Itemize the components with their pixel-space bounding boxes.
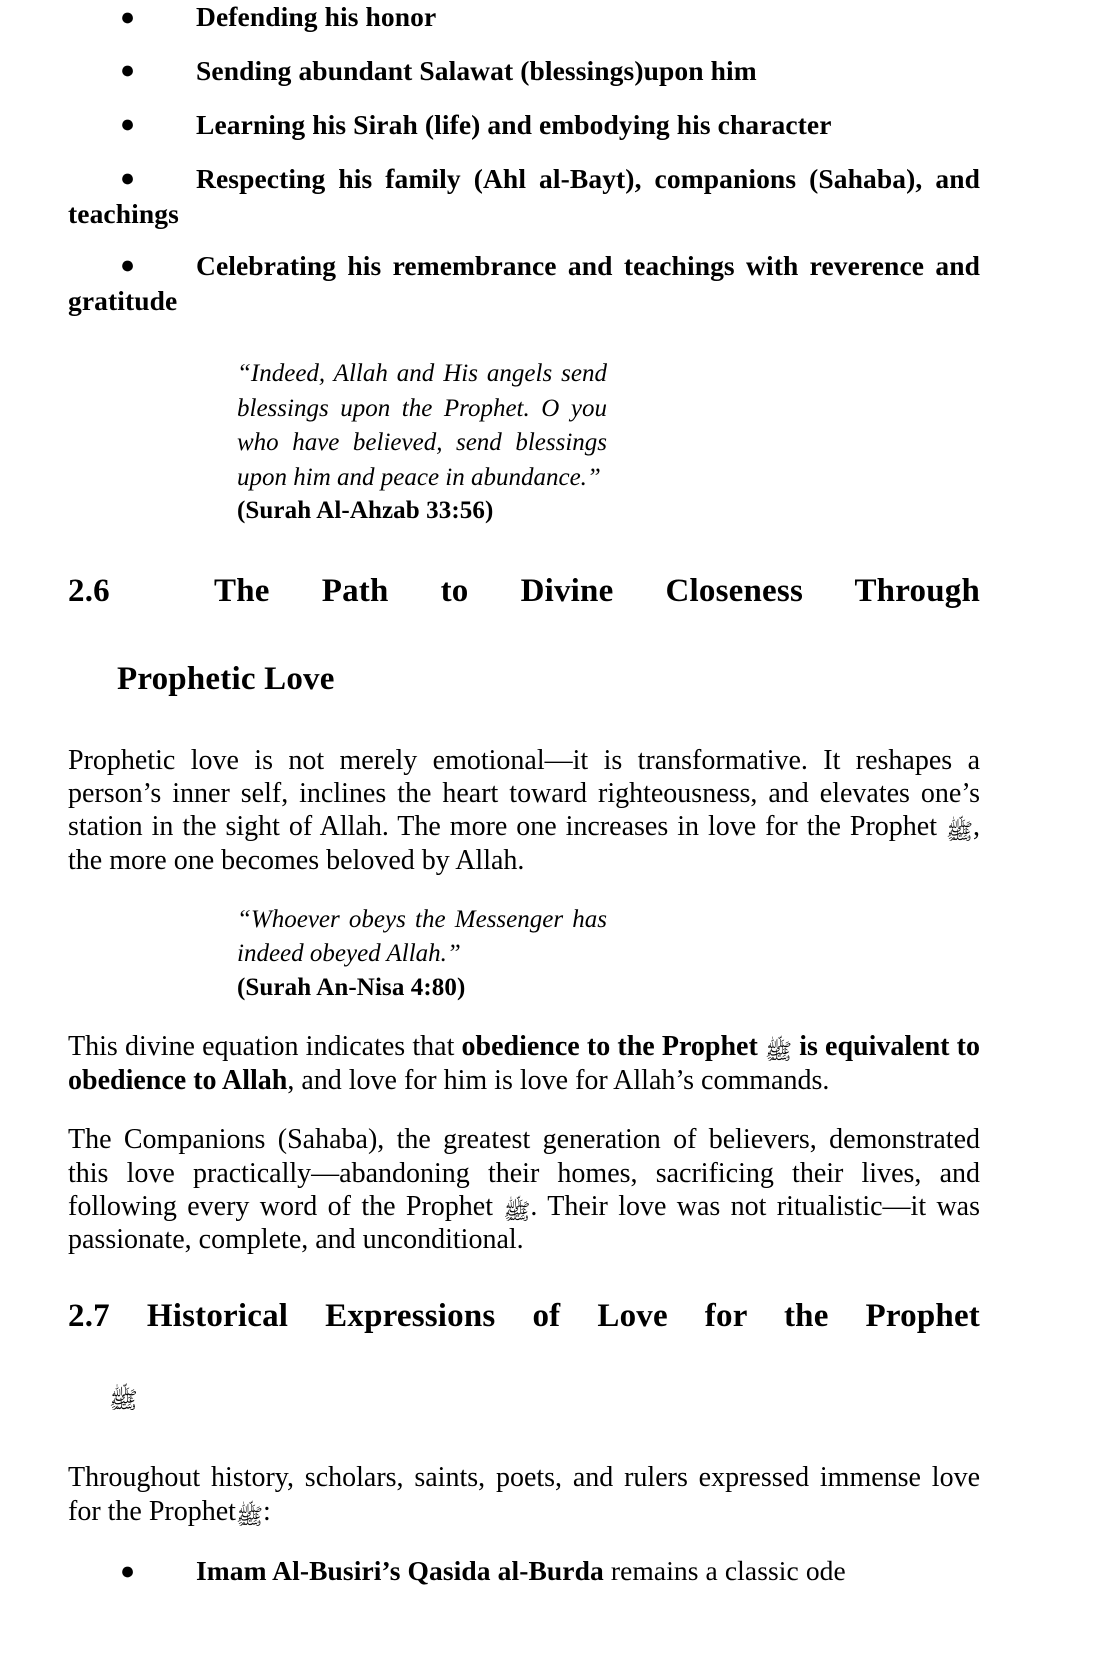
- paragraph-text: Prophetic love is not merely emotional—it is transformative. It reshapes a person’s inner self, inclines the heart toward righteousness, and elevates one’s station in the sight of Allah. The more one increases in love for the Prophet: [68, 744, 980, 843]
- quote-line: believed, send blessings upon him and peace: [237, 429, 607, 491]
- paragraph-prophetic-love: [68, 744, 980, 877]
- list-item: [68, 1554, 980, 1589]
- list-item: [68, 54, 980, 89]
- quote-citation: (Surah Al-Ahzab 33:56): [237, 497, 494, 525]
- paragraph-text: The Companions (Sahaba), the greatest generation of believers, demonstrated this love practically—abandoning their homes, sacrificing their lives, and following every word of the Prophet: [68, 1124, 980, 1222]
- heading-line-1: [68, 1295, 980, 1383]
- quote-block-ahzab: [68, 357, 607, 528]
- quote-line: “Indeed, Allah and His angels send: [237, 360, 607, 388]
- paragraph-text: :: [263, 1495, 271, 1527]
- bullet-icon: ●: [120, 165, 136, 193]
- bullet-icon: ●: [120, 1557, 136, 1585]
- spacer: [68, 528, 980, 570]
- quote-block-annisa: [68, 903, 607, 1005]
- quote-text: [237, 903, 607, 972]
- paragraph-companions: [68, 1123, 980, 1256]
- list-item-rest-text: remains a classic ode: [603, 1555, 846, 1587]
- quote-line: blessings upon the Prophet. O you who have: [237, 394, 607, 457]
- heading-line-2: Prophetic Love: [117, 660, 335, 697]
- list-item: [68, 162, 980, 232]
- bullet-icon: ●: [120, 111, 136, 139]
- paragraph-text: . Their love was not ritualistic—it was passionate, complete, and unconditional.: [68, 1190, 980, 1256]
- list-item-label: [68, 1554, 980, 1589]
- spacer: [68, 1528, 980, 1554]
- list-item-label: Learning his Sirah (life) and embodying his character: [196, 108, 832, 140]
- bullet-icon: ●: [120, 252, 136, 280]
- list-item: [68, 249, 980, 319]
- heading-line-2: [68, 1382, 980, 1415]
- page-title-section-27: [68, 1295, 980, 1416]
- sallallahu-alayhi-wasallam-icon: ﷺ: [503, 1198, 531, 1225]
- paragraph-divine-equation: [68, 1030, 980, 1097]
- page-title-section-26: [68, 570, 980, 702]
- list-item-bold-text: Imam Al-Busiri’s Qasida al-Burda: [196, 1555, 604, 1587]
- spacer: [68, 1004, 980, 1030]
- section-number: 2.6: [68, 572, 110, 609]
- quote-line: “Whoever obeys the Messenger has indeed: [237, 905, 607, 968]
- spacer: [68, 1257, 980, 1295]
- paragraph-bold-text: is equivalent to obedience to Allah: [68, 1031, 981, 1096]
- section-number: 2.7: [68, 1297, 110, 1334]
- bullet-icon: ●: [120, 57, 136, 85]
- heading-text: The Path to Divine Closeness Through: [214, 572, 980, 609]
- list-item: [68, 108, 980, 143]
- spacer: [68, 1097, 980, 1123]
- list-item-label: Celebrating his remembrance and teachings with reverence and gratitude: [68, 249, 980, 316]
- heading-line-1: [68, 570, 980, 658]
- list-item-label: Respecting his family (Ahl al-Bayt), companions (Sahaba), and teachings: [68, 162, 980, 229]
- historical-expressions-bullet-list: [68, 1554, 980, 1589]
- quote-line: in abundance.”: [445, 463, 601, 491]
- quote-citation: (Surah An-Nisa 4:80): [237, 973, 466, 1001]
- spacer: [68, 335, 980, 357]
- list-item-label: Sending abundant Salawat (blessings)upon him: [196, 54, 757, 86]
- acts-of-love-bullet-list: [68, 0, 980, 318]
- sallallahu-alayhi-wasallam-icon: ﷺ: [109, 1386, 138, 1415]
- sallallahu-alayhi-wasallam-icon: ﷺ: [235, 1503, 264, 1530]
- paragraph-throughout-history: [68, 1461, 980, 1528]
- spacer: [68, 1415, 980, 1461]
- paragraph-text: , and love for him is love for Allah’s commands.: [287, 1064, 830, 1096]
- spacer: [68, 702, 980, 744]
- bullet-icon: ●: [120, 3, 136, 31]
- list-item-label: Defending his honor: [196, 1, 437, 32]
- heading-text: Historical Expressions of Love for the Prophet: [146, 1297, 980, 1334]
- paragraph-text: Throughout history, scholars, saints, poets, and rulers expressed immense love for the Prophet: [68, 1462, 980, 1527]
- list-item: [68, 0, 980, 35]
- paragraph-bold-text: obedience to the Prophet: [461, 1031, 765, 1063]
- sallallahu-alayhi-wasallam-icon: ﷺ: [764, 1039, 793, 1066]
- paragraph-text: , the more one becomes beloved by Allah.: [68, 811, 980, 876]
- quote-line: obeyed Allah.”: [309, 940, 461, 968]
- paragraph-text: This divine equation indicates that: [68, 1031, 462, 1063]
- sallallahu-alayhi-wasallam-icon: ﷺ: [945, 819, 973, 846]
- spacer: [68, 877, 980, 903]
- quote-text: [237, 357, 607, 495]
- page-content: [68, 0, 980, 1608]
